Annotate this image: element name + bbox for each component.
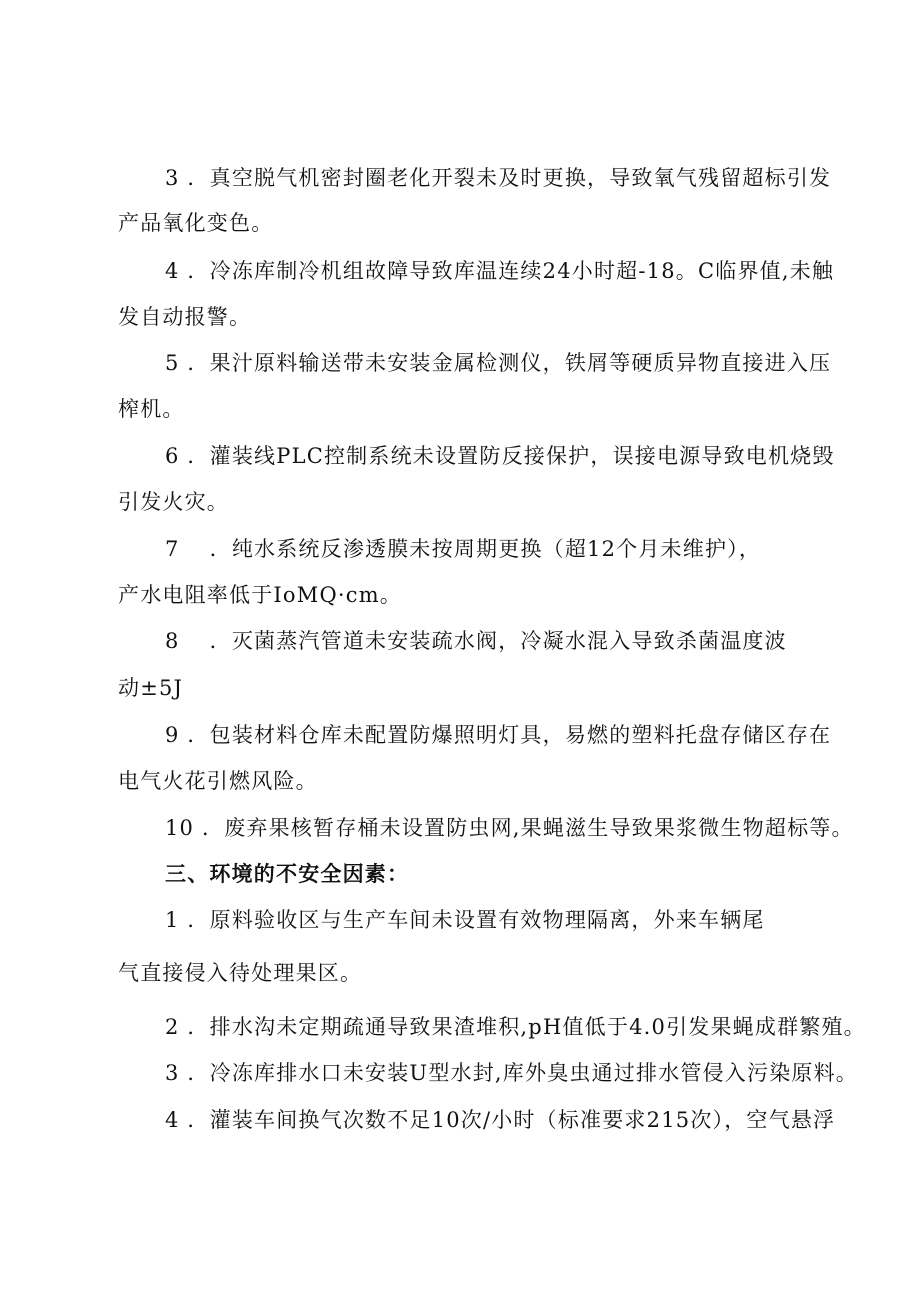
item-7-line-2: 产水电阻率低于IoMQ·cm。	[118, 583, 403, 607]
item-10-line-1: 10 ．废弃果核暂存桶未设置防虫网,果蝇滋生导致果浆微生物超标等。	[165, 816, 854, 840]
item-4-line-1: 4 ．冷冻库制冷机组故障导致库温连续24小时超-18。C临界值,未触	[165, 259, 835, 283]
item-7-line-1: 7 ．纯水系统反渗透膜未按周期更换（超12个月未维护），	[165, 537, 762, 561]
item-5-line-1: 5 ．果汁原料输送带未安装金属检测仪，铁屑等硬质异物直接进入压	[165, 351, 832, 375]
item-9-line-1: 9 ．包装材料仓库未配置防爆照明灯具，易燃的塑料托盘存储区存在	[165, 723, 832, 747]
item-6-line-1: 6 ．灌装线PLC控制系统未设置防反接保护，误接电源导致电机烧毁	[165, 444, 835, 468]
item-9-line-2: 电气火花引燃风险。	[118, 769, 318, 793]
env-item-3-line-1: 3 ．冷冻库排水口未安装U型水封,库外臭虫通过排水管侵入污染原料。	[165, 1061, 859, 1085]
section-heading-environment: 三、环境的不安全因素：	[165, 861, 410, 886]
item-6-line-2: 引发火灾。	[118, 490, 229, 514]
item-8-line-1: 8 ．灭菌蒸汽管道未安装疏水阀，冷凝水混入导致杀菌温度波	[165, 629, 787, 653]
env-item-2-line-1: 2 ．排水沟未定期疏通导致果渣堆积,pH值低于4.0引发果蝇成群繁殖。	[165, 1015, 866, 1039]
env-item-4-line-1: 4 ．灌装车间换气次数不足10次/小时（标准要求215次），空气悬浮	[165, 1108, 836, 1132]
env-item-1-line-1: 1 ．原料验收区与生产车间未设置有效物理隔离，外来车辆尾	[165, 908, 765, 932]
item-5-line-2: 榨机。	[118, 397, 185, 421]
item-3-line-1: 3 ．真空脱气机密封圈老化开裂未及时更换，导致氧气残留超标引发	[165, 166, 832, 190]
env-item-1-line-2: 气直接侵入待处理果区。	[118, 961, 363, 985]
item-3-line-2: 产品氧化变色。	[118, 211, 274, 235]
item-4-line-2: 发自动报警。	[118, 305, 252, 329]
item-8-line-2: 动±5J	[118, 676, 184, 700]
